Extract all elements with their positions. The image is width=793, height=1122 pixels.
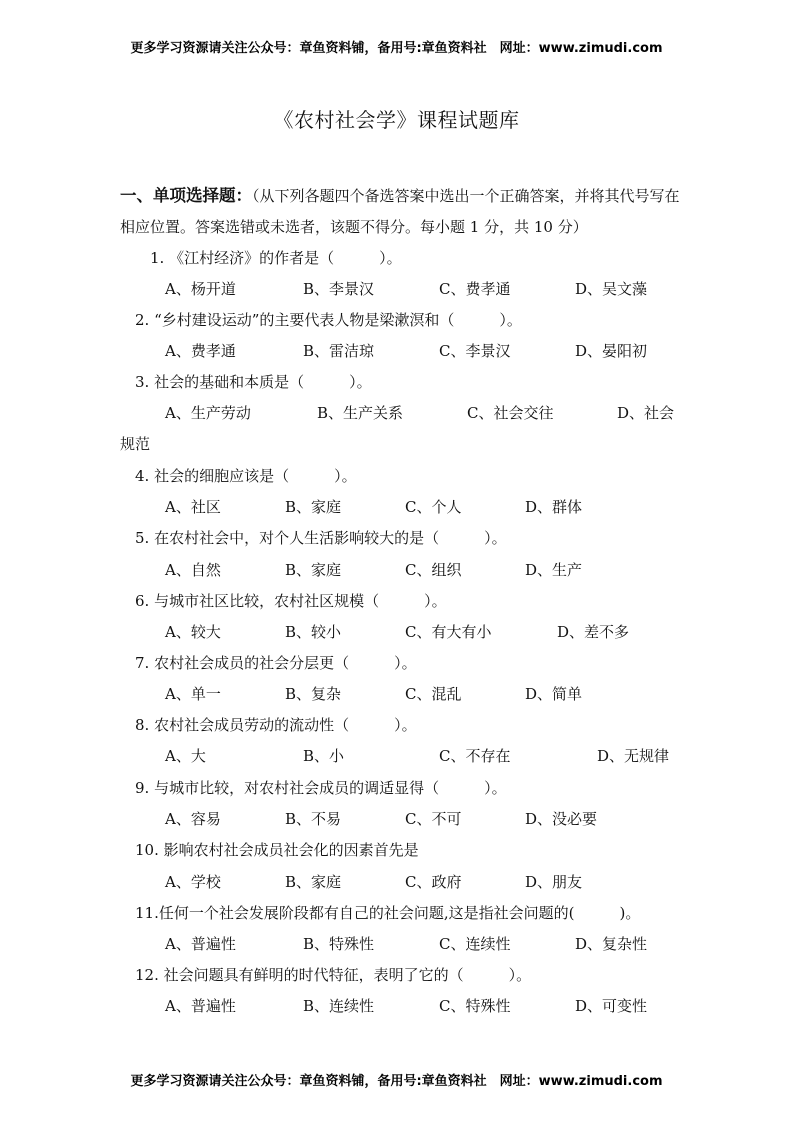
option: D、群体 (525, 498, 583, 516)
question-stem: 9. 与城市比较，对农村社会成员的调适显得（ ）。 (135, 779, 507, 797)
option: C、李景汉 (439, 342, 511, 360)
option: C、社会交往 (467, 404, 554, 422)
option: A、普遍性 (165, 935, 236, 953)
option: C、连续性 (439, 935, 511, 953)
option: D、社会 (617, 404, 675, 422)
option: A、容易 (165, 810, 221, 828)
option: C、组织 (405, 561, 462, 579)
option: C、政府 (405, 873, 462, 891)
option: D、朋友 (525, 873, 583, 891)
option: A、费孝通 (165, 342, 236, 360)
option: C、个人 (405, 498, 462, 516)
question-stem: 12. 社会问题具有鲜明的时代特征，表明了它的（ ）。 (135, 966, 532, 984)
option: D、吴文藻 (575, 280, 648, 298)
option: B、家庭 (285, 561, 342, 579)
option: D、复杂性 (575, 935, 648, 953)
option: D、差不多 (557, 623, 630, 641)
option: B、家庭 (285, 873, 342, 891)
option: D、没必要 (525, 810, 598, 828)
option: B、不易 (285, 810, 342, 828)
option: A、较大 (165, 623, 221, 641)
option: B、家庭 (285, 498, 342, 516)
option: B、李景汉 (303, 280, 375, 298)
question-stem: 11.任何一个社会发展阶段都有自己的社会问题,这是指社会问题的( )。 (135, 904, 641, 922)
section-intro (120, 180, 680, 243)
option: A、学校 (165, 873, 221, 891)
question-stem: 5. 在农村社会中，对个人生活影响较大的是（ ）。 (135, 529, 507, 547)
option: D、可变性 (575, 997, 648, 1015)
question-stem: 7. 农村社会成员的社会分层更（ ）。 (135, 654, 417, 672)
option: A、自然 (165, 561, 221, 579)
option: A、普遍性 (165, 997, 236, 1015)
option: C、费孝通 (439, 280, 511, 298)
option: D、简单 (525, 685, 583, 703)
option: A、生产劳动 (165, 404, 251, 422)
option: D、无规律 (597, 747, 670, 765)
option: B、连续性 (303, 997, 375, 1015)
question-stem: 8. 农村社会成员劳动的流动性（ ）。 (135, 716, 417, 734)
option-wrap: 规范 (120, 435, 151, 453)
option: B、复杂 (285, 685, 342, 703)
option: B、小 (303, 747, 345, 765)
question-stem: 6. 与城市社区比较，农村社区规模（ ）。 (135, 592, 447, 610)
question-stem: 10. 影响农村社会成员社会化的因素首先是 (135, 841, 419, 859)
option: B、生产关系 (317, 404, 404, 422)
option: D、晏阳初 (575, 342, 648, 360)
option: C、特殊性 (439, 997, 511, 1015)
document-title: 《农村社会学》课程试题库 (273, 108, 520, 132)
footer-banner: 更多学习资源请关注公众号：章鱼资料铺，备用号:章鱼资料社 网址：www.zimudi.com (130, 1074, 663, 1089)
question-stem: 3. 社会的基础和本质是（ ）。 (135, 373, 372, 391)
option: A、杨开道 (165, 280, 236, 298)
question-stem: 4. 社会的细胞应该是（ ）。 (135, 467, 357, 485)
option: C、不可 (405, 810, 462, 828)
question-stem: 2. “乡村建设运动”的主要代表人物是梁漱溟和（ ）。 (135, 311, 522, 329)
option: C、混乱 (405, 685, 462, 703)
section-instructions: （从下列各题四个备选答案中选出一个正确答案，并将其代号写在相应位置。答案选错或未选者，该题不得分。每小题 1 分，共 10 分） (120, 187, 680, 236)
option: C、有大有小 (405, 623, 492, 641)
option: A、大 (165, 747, 206, 765)
section-heading: 一、单项选择题： (120, 186, 252, 205)
option: A、社区 (165, 498, 221, 516)
option: A、单一 (165, 685, 221, 703)
option: D、生产 (525, 561, 583, 579)
option: B、特殊性 (303, 935, 375, 953)
option: B、较小 (285, 623, 342, 641)
option: B、雷洁琼 (303, 342, 375, 360)
question-stem: 1. 《江村经济》的作者是（ ）。 (150, 249, 402, 267)
header-banner: 更多学习资源请关注公众号：章鱼资料铺，备用号:章鱼资料社 网址：www.zimudi.com (130, 41, 663, 56)
option: C、不存在 (439, 747, 511, 765)
